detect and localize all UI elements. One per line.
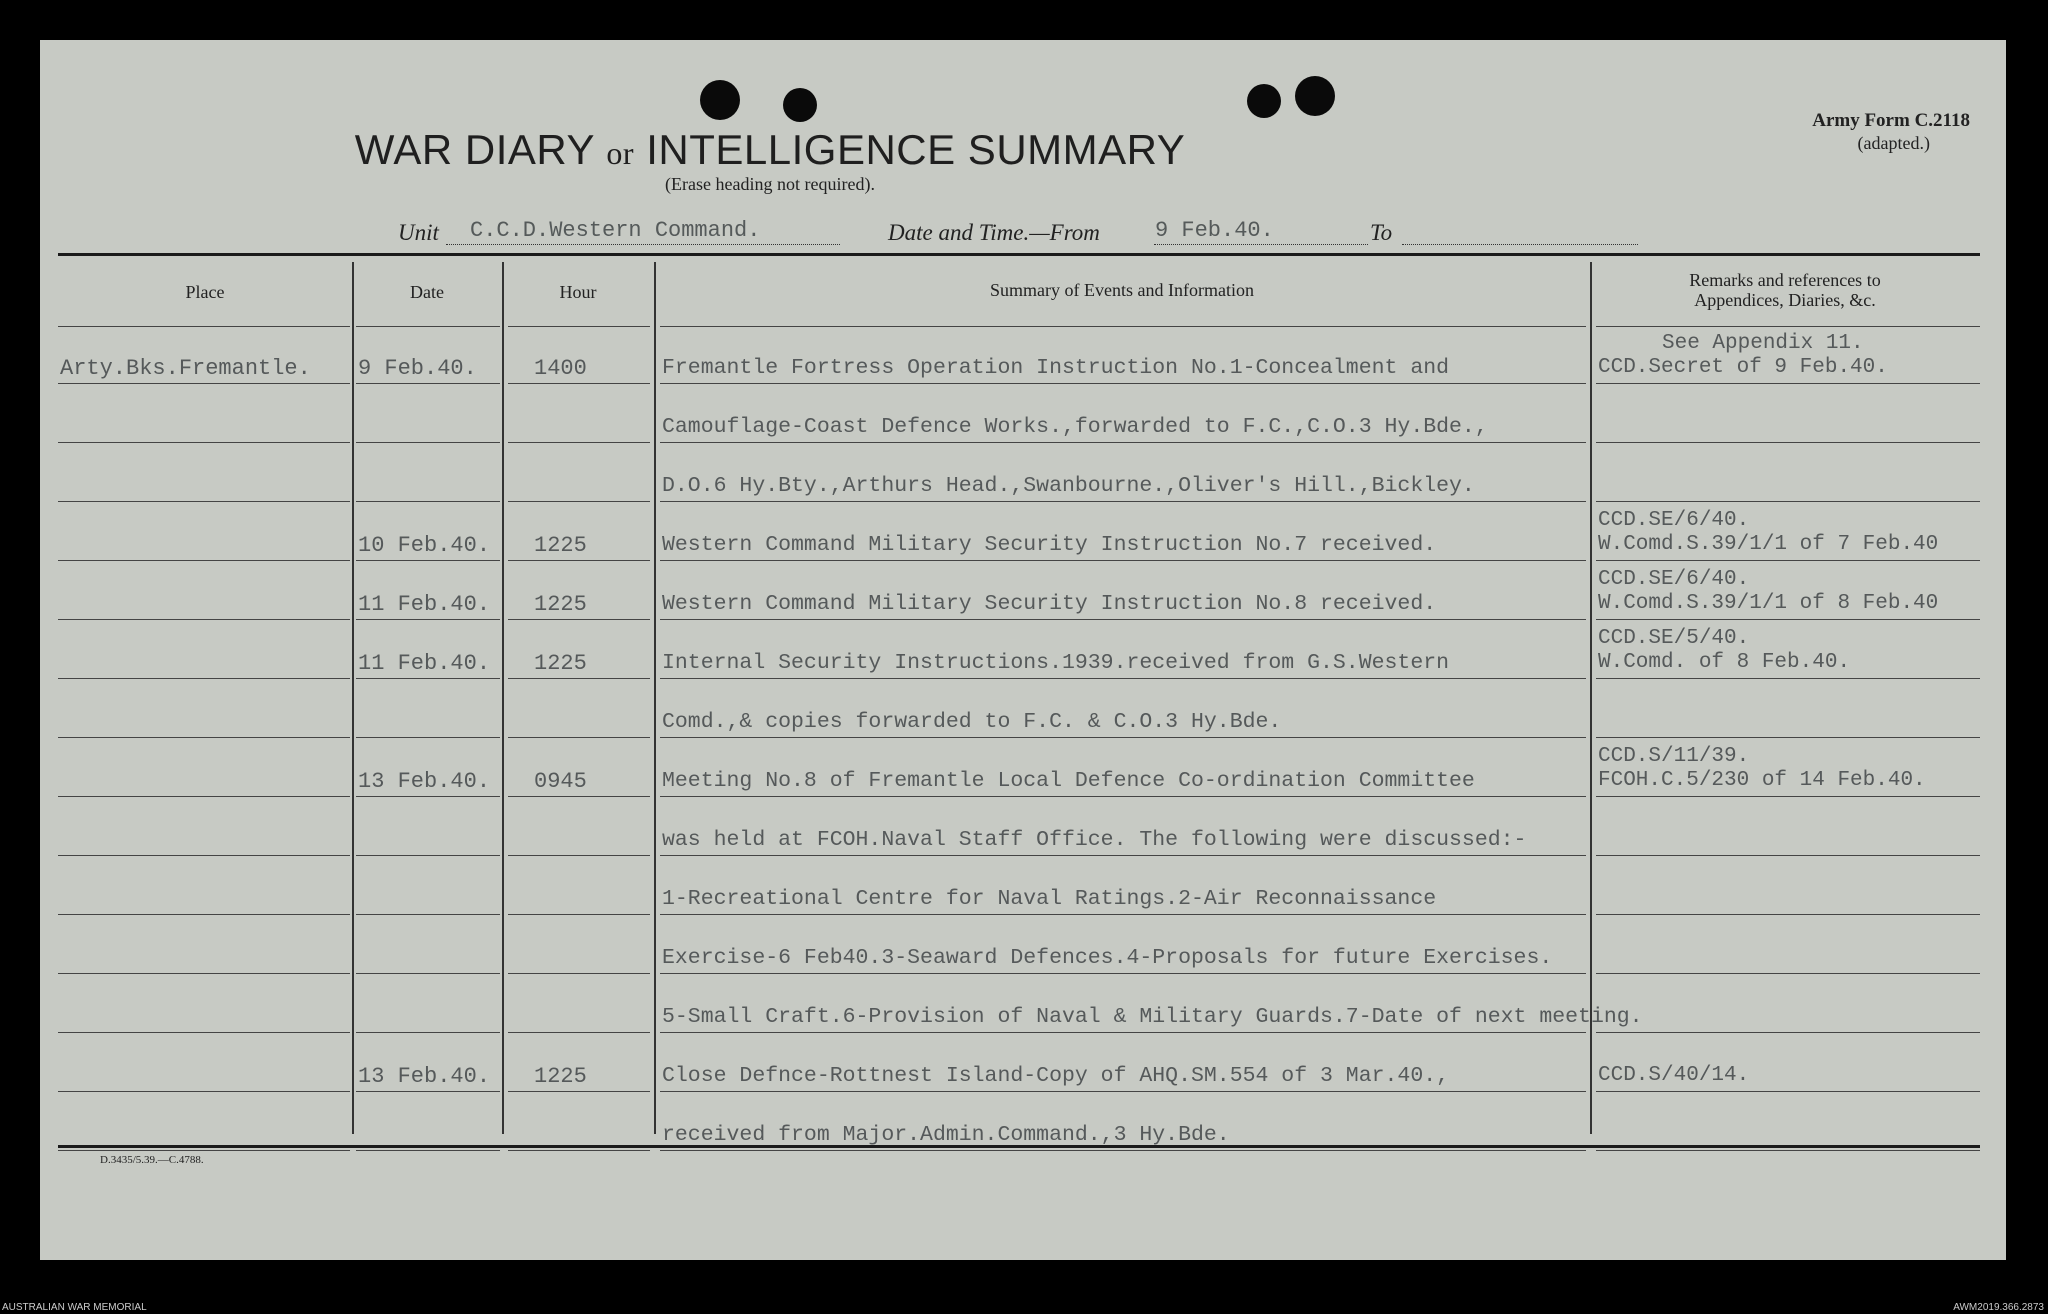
row-rule — [356, 560, 500, 561]
row-rule — [356, 619, 500, 620]
row-rule — [660, 737, 1586, 738]
row-rule — [508, 737, 650, 738]
header-underline — [356, 326, 500, 327]
entry-summary: Camouflage-Coast Defence Works.,forwarded to F.C.,C.O.3 Hy.Bde., — [662, 415, 1488, 439]
row-rule — [660, 1150, 1586, 1151]
row-rule — [508, 1150, 650, 1151]
row-rule — [58, 501, 350, 502]
row-rule — [508, 973, 650, 974]
row-rule — [660, 914, 1586, 915]
row-rule — [1596, 501, 1980, 502]
entry-hour: 1225 — [534, 651, 587, 676]
row-rule — [660, 501, 1586, 502]
header-underline — [1596, 326, 1980, 327]
row-rule — [356, 737, 500, 738]
row-rule — [1596, 442, 1980, 443]
entry-hour: 1225 — [534, 1064, 587, 1089]
row-rule — [58, 1091, 350, 1092]
entry-date: 13 Feb.40. — [358, 1064, 491, 1089]
entry-remarks-reference: CCD.S/11/39. — [1598, 745, 1750, 768]
entry-summary: was held at FCOH.Naval Staff Office. The following were discussed:- — [662, 828, 1527, 852]
entry-remarks-reference: CCD.SE/5/40. — [1598, 627, 1750, 650]
row-rule — [1596, 973, 1980, 974]
row-rule — [1596, 737, 1980, 738]
row-rule — [356, 1150, 500, 1151]
row-rule — [356, 973, 500, 974]
caption-right: AWM2019.366.2873 — [1953, 1302, 2044, 1313]
row-rule — [356, 1091, 500, 1092]
row-rule — [660, 855, 1586, 856]
entry-place: Arty.Bks.Fremantle. — [60, 356, 311, 381]
header-underline — [58, 326, 350, 327]
army-form-adapted: (adapted.) — [1857, 133, 1930, 153]
column-divider — [502, 262, 504, 1134]
from-value: 9 Feb.40. — [1155, 218, 1274, 243]
row-rule — [1596, 1032, 1980, 1033]
entry-date: 11 Feb.40. — [358, 592, 491, 617]
entry-hour: 0945 — [534, 769, 587, 794]
header-underline — [660, 326, 1586, 327]
row-rule — [58, 973, 350, 974]
to-field-line — [1402, 220, 1638, 245]
row-rule — [58, 1032, 350, 1033]
entry-summary: Meeting No.8 of Fremantle Local Defence Co-ordination Committee — [662, 769, 1475, 793]
row-rule — [58, 1150, 350, 1151]
row-rule — [660, 973, 1586, 974]
entry-summary: 1-Recreational Centre for Naval Ratings.2-Air Reconnaissance — [662, 887, 1437, 911]
row-rule — [660, 619, 1586, 620]
row-rule — [1596, 1150, 1980, 1151]
row-rule — [508, 796, 650, 797]
date-time-label: Date and Time.—From — [888, 220, 1100, 245]
row-rule — [58, 678, 350, 679]
entry-remarks: W.Comd.S.39/1/1 of 8 Feb.40 — [1598, 592, 1939, 615]
title-main: WAR DIARY — [354, 126, 595, 173]
subtitle: (Erase heading not required). — [665, 174, 875, 194]
row-rule — [660, 442, 1586, 443]
title-rest: INTELLIGENCE SUMMARY — [646, 126, 1186, 173]
entry-summary: Fremantle Fortress Operation Instruction No.1-Concealment and — [662, 356, 1450, 380]
entry-summary: Western Command Military Security Instruction No.7 received. — [662, 533, 1437, 557]
entry-hour: 1400 — [534, 356, 587, 381]
header-underline — [508, 326, 650, 327]
entry-summary: Close Defnce-Rottnest Island-Copy of AHQ.SM.554 of 3 Mar.40., — [662, 1064, 1450, 1088]
row-rule — [356, 501, 500, 502]
row-rule — [58, 855, 350, 856]
row-rule — [356, 914, 500, 915]
row-rule — [58, 383, 350, 384]
row-rule — [508, 678, 650, 679]
row-rule — [508, 501, 650, 502]
column-divider — [654, 262, 656, 1134]
row-rule — [508, 855, 650, 856]
entry-hour: 1225 — [534, 533, 587, 558]
row-rule — [58, 619, 350, 620]
row-rule — [58, 560, 350, 561]
row-rule — [58, 796, 350, 797]
row-rule — [508, 914, 650, 915]
header-date: Date — [410, 282, 444, 302]
entry-summary: received from Major.Admin.Command.,3 Hy.Bde. — [662, 1123, 1230, 1147]
army-form-number: Army Form C.2118 — [1812, 110, 1970, 131]
page-title — [40, 126, 1500, 174]
row-rule — [508, 383, 650, 384]
column-divider — [352, 262, 354, 1134]
row-rule — [508, 619, 650, 620]
entry-remarks-reference: CCD.SE/6/40. — [1598, 509, 1750, 532]
entry-remarks-reference: See Appendix 11. — [1662, 332, 1864, 355]
entry-remarks: CCD.S/40/14. — [1598, 1064, 1750, 1087]
row-rule — [508, 1032, 650, 1033]
row-rule — [660, 1032, 1586, 1033]
row-rule — [1596, 855, 1980, 856]
row-rule — [508, 560, 650, 561]
unit-value: C.C.D.Western Command. — [470, 218, 761, 243]
print-code: D.3435/5.39.—C.4788. — [100, 1154, 204, 1166]
punch-hole — [783, 88, 817, 122]
punch-hole — [1247, 84, 1281, 118]
war-diary-page — [40, 40, 2006, 1260]
entry-remarks: W.Comd. of 8 Feb.40. — [1598, 651, 1851, 674]
row-rule — [660, 1091, 1586, 1092]
punch-hole — [1295, 76, 1335, 116]
row-rule — [508, 442, 650, 443]
entry-summary: Comd.,& copies forwarded to F.C. & C.O.3 Hy.Bde. — [662, 710, 1282, 734]
row-rule — [660, 796, 1586, 797]
row-rule — [1596, 560, 1980, 561]
entry-summary: D.O.6 Hy.Bty.,Arthurs Head.,Swanbourne.,Oliver's Hill.,Bickley. — [662, 474, 1475, 498]
row-rule — [58, 442, 350, 443]
header-summary: Summary of Events and Information — [990, 280, 1254, 300]
entry-summary: Western Command Military Security Instruction No.8 received. — [662, 592, 1437, 616]
entry-remarks: FCOH.C.5/230 of 14 Feb.40. — [1598, 769, 1926, 792]
entry-date: 10 Feb.40. — [358, 533, 491, 558]
row-rule — [508, 1091, 650, 1092]
row-rule — [356, 796, 500, 797]
entry-date: 9 Feb.40. — [358, 356, 477, 381]
row-rule — [1596, 1091, 1980, 1092]
column-divider — [1590, 262, 1592, 1134]
row-rule — [1596, 678, 1980, 679]
row-rule — [356, 1032, 500, 1033]
entry-summary: Internal Security Instructions.1939.received from G.S.Western — [662, 651, 1450, 675]
header-hour: Hour — [559, 282, 597, 302]
row-rule — [356, 855, 500, 856]
entry-remarks: W.Comd.S.39/1/1 of 7 Feb.40 — [1598, 533, 1939, 556]
row-rule — [1596, 383, 1980, 384]
row-rule — [660, 678, 1586, 679]
unit-label: Unit — [398, 220, 439, 245]
row-rule — [58, 737, 350, 738]
entry-date: 11 Feb.40. — [358, 651, 491, 676]
row-rule — [356, 442, 500, 443]
punch-hole — [700, 80, 740, 120]
entry-hour: 1225 — [534, 592, 587, 617]
entry-remarks-reference: CCD.SE/6/40. — [1598, 568, 1750, 591]
title-or: or — [606, 135, 635, 171]
entry-summary: Exercise-6 Feb40.3-Seaward Defences.4-Proposals for future Exercises. — [662, 946, 1553, 970]
entry-summary: 5-Small Craft.6-Provision of Naval & Military Guards.7-Date of next meeting. — [662, 1005, 1643, 1029]
row-rule — [1596, 619, 1980, 620]
row-rule — [660, 560, 1586, 561]
to-label: To — [1370, 220, 1393, 245]
header-remarks-line2: Appendices, Diaries, &c. — [1694, 290, 1876, 310]
row-rule — [356, 383, 500, 384]
row-rule — [1596, 914, 1980, 915]
row-rule — [1596, 796, 1980, 797]
row-rule — [356, 678, 500, 679]
entry-date: 13 Feb.40. — [358, 769, 491, 794]
table-top-rule — [58, 253, 1980, 256]
header-place: Place — [185, 282, 225, 302]
header-remarks-line1: Remarks and references to — [1689, 270, 1881, 290]
caption-left: AUSTRALIAN WAR MEMORIAL — [2, 1302, 147, 1313]
row-rule — [660, 383, 1586, 384]
row-rule — [58, 914, 350, 915]
entry-remarks: CCD.Secret of 9 Feb.40. — [1598, 356, 1888, 379]
